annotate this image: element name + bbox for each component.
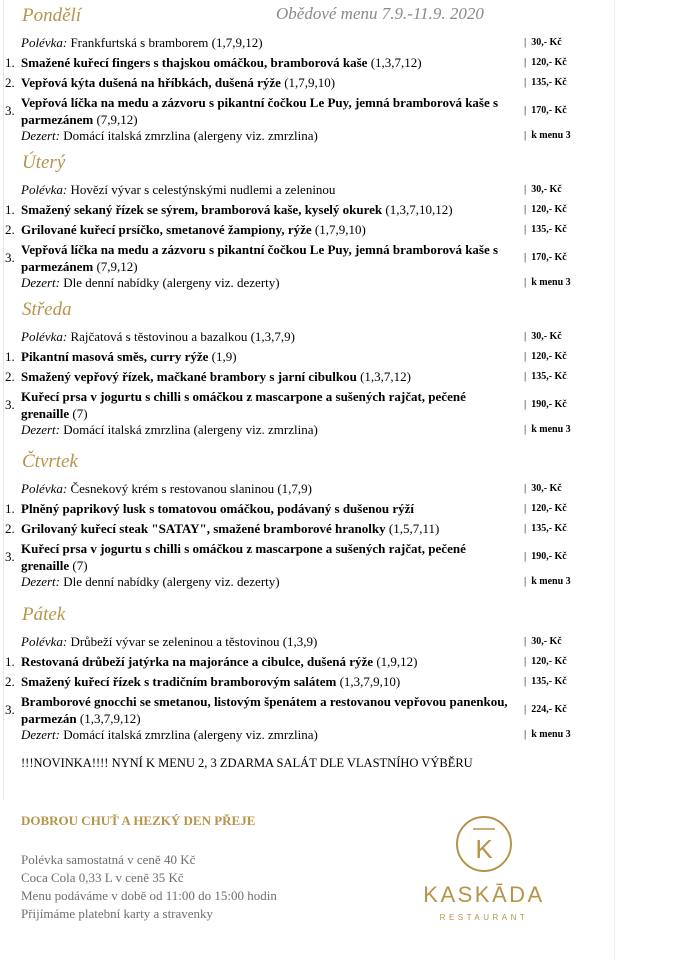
- item-description: [21, 181, 511, 198]
- allergens: (1,5,7,11): [388, 521, 440, 536]
- item-description: [21, 573, 511, 590]
- item-price: [524, 396, 604, 413]
- item-price: [524, 520, 604, 537]
- price-separator: |: [524, 104, 527, 116]
- item-number: 1.: [5, 349, 15, 364]
- price-value: 135,- Kč: [531, 77, 567, 88]
- price-separator: |: [524, 635, 527, 647]
- item-number: 1.: [5, 501, 15, 516]
- price-value: 30,- Kč: [531, 37, 562, 48]
- item-description: [21, 54, 511, 71]
- item-description: [21, 34, 511, 51]
- allergens: (1,7,9): [277, 481, 313, 496]
- item-price: [524, 249, 604, 266]
- item-description: [21, 368, 511, 385]
- day-title: Úterý: [22, 152, 66, 173]
- dish-name: Smažený sekaný řízek se sýrem, bramborová kaše, kyselý okurek: [21, 202, 383, 217]
- dish-name: Grilované kuřecí prsíčko, smetanové žampiony, rýže: [21, 222, 312, 237]
- item-description: [21, 127, 511, 144]
- item-price: [524, 500, 604, 517]
- item-label: Dezert:: [21, 727, 60, 742]
- dish-name: Česnekový krém s restovanou slaninou: [70, 481, 275, 496]
- item-price: [524, 201, 604, 218]
- day-title: Pátek: [22, 604, 66, 625]
- item-description: [21, 726, 511, 743]
- dish-name: Hovězí vývar s celestýnskými nudlemi a zeleninou: [70, 182, 336, 197]
- info-line: Polévka samostatná v ceně 40 Kč: [21, 852, 196, 867]
- price-value: k menu 3: [531, 576, 571, 587]
- dish-name: Vepřová kýta dušená na hříbkách, dušená rýže: [21, 75, 281, 90]
- item-number: 1.: [5, 654, 15, 669]
- price-separator: |: [524, 423, 527, 435]
- day-title: Pondělí: [22, 5, 82, 26]
- item-price: [524, 348, 604, 365]
- item-description: [21, 388, 511, 422]
- price-value: 135,- Kč: [531, 523, 567, 534]
- item-price: [524, 701, 604, 718]
- item-price: [524, 421, 604, 438]
- item-number: 1.: [5, 202, 15, 217]
- item-description: [21, 348, 511, 365]
- price-value: 30,- Kč: [531, 331, 562, 342]
- info-line: Coca Cola 0,33 L v ceně 35 Kč: [21, 870, 184, 885]
- dish-name: Frankfurtská s bramborem: [70, 35, 209, 50]
- price-value: k menu 3: [531, 277, 571, 288]
- dish-name: Restovaná drůbeží jatýrka na majoránce a cibulce, dušená rýže: [21, 654, 374, 669]
- item-description: [21, 328, 511, 345]
- price-value: 190,- Kč: [531, 399, 567, 410]
- dish-name: Plněný paprikový lusk s tomatovou omáčkou, podávaný s dušenou rýží: [21, 501, 414, 516]
- item-price: [524, 74, 604, 91]
- logo-emblem-icon: [410, 810, 558, 880]
- allergens: (1,3,7,12): [360, 369, 411, 384]
- price-separator: |: [524, 370, 527, 382]
- item-label: Polévka:: [21, 481, 68, 496]
- allergens: (1,9): [211, 349, 237, 364]
- item-description: [21, 201, 511, 218]
- price-separator: |: [524, 675, 527, 687]
- item-description: [21, 540, 511, 574]
- day-title: Čtvrtek: [22, 451, 78, 472]
- item-number: 3.: [5, 397, 15, 412]
- price-separator: |: [524, 502, 527, 514]
- item-description: [21, 241, 511, 275]
- allergens: (1,7,9,12): [211, 35, 263, 50]
- item-price: [524, 102, 604, 119]
- item-description: [21, 500, 511, 517]
- item-number: 3.: [5, 549, 15, 564]
- price-separator: |: [524, 36, 527, 48]
- dish-name: Kuřecí prsa v jogurtu s chilli s omáčkou z mascarpone a sušených rajčat, pečené grenaille: [21, 541, 466, 573]
- item-price: [524, 573, 604, 590]
- allergens: (1,3,7,9,12): [79, 711, 141, 726]
- dish-name: Pikantní masová směs, curry rýže: [21, 349, 209, 364]
- item-description: [21, 673, 511, 690]
- allergens: (1,3,7,9): [250, 329, 296, 344]
- dish-name: Dle denní nabídky (alergeny viz. dezerty): [63, 275, 280, 290]
- dish-name: Domácí italská zmrzlina (alergeny viz. zmrzlina): [63, 727, 318, 742]
- item-description: [21, 633, 511, 650]
- dish-name: Rajčatová s těstovinou a bazalkou: [70, 329, 248, 344]
- price-separator: |: [524, 129, 527, 141]
- item-number: 3.: [5, 250, 15, 265]
- logo-name: KASKĀDA: [423, 882, 545, 907]
- logo-letter: K: [475, 834, 493, 864]
- item-number: 1.: [5, 55, 15, 70]
- price-value: k menu 3: [531, 130, 571, 141]
- price-separator: |: [524, 703, 527, 715]
- price-value: k menu 3: [531, 729, 571, 740]
- price-separator: |: [524, 522, 527, 534]
- info-line: Menu podáváme v době od 11:00 do 15:00 hodin: [21, 888, 277, 903]
- price-separator: |: [524, 203, 527, 215]
- price-value: 170,- Kč: [531, 105, 567, 116]
- item-number: 2.: [5, 521, 15, 536]
- item-description: [21, 74, 511, 91]
- allergens: (1,9,12): [376, 654, 418, 669]
- allergens: (7): [72, 406, 88, 421]
- dish-name: Smažený vepřový řízek, mačkané brambory s jarní cibulkou: [21, 369, 357, 384]
- price-value: 120,- Kč: [531, 204, 567, 215]
- item-price: [524, 54, 604, 71]
- day-title: Středa: [22, 299, 72, 320]
- price-value: 30,- Kč: [531, 636, 562, 647]
- item-label: Dezert:: [21, 275, 60, 290]
- item-description: [21, 480, 511, 497]
- item-price: [524, 328, 604, 345]
- price-value: 190,- Kč: [531, 551, 567, 562]
- price-value: 30,- Kč: [531, 184, 562, 195]
- price-separator: |: [524, 550, 527, 562]
- price-value: k menu 3: [531, 424, 571, 435]
- item-price: [524, 653, 604, 670]
- item-description: [21, 421, 511, 438]
- info-line: Přijímáme platební karty a stravenky: [21, 906, 214, 921]
- price-separator: |: [524, 251, 527, 263]
- item-description: [21, 693, 511, 727]
- price-value: 120,- Kč: [531, 656, 567, 667]
- dish-name: Kuřecí prsa v jogurtu s chilli s omáčkou z mascarpone a sušených rajčat, pečené grenaille: [21, 389, 466, 421]
- price-separator: |: [524, 728, 527, 740]
- price-value: 170,- Kč: [531, 252, 567, 263]
- price-separator: |: [524, 56, 527, 68]
- item-price: [524, 480, 604, 497]
- item-label: Polévka:: [21, 634, 68, 649]
- item-price: [524, 633, 604, 650]
- item-price: [524, 548, 604, 565]
- price-value: 224,- Kč: [531, 704, 567, 715]
- item-label: Dezert:: [21, 574, 60, 589]
- right-border-line: [614, 0, 615, 960]
- dish-name: Vepřová líčka na medu a zázvoru s pikantní čočkou Le Puy, jemná bramborová kaše s parmezánem: [21, 95, 499, 127]
- allergens: (1,3,7,12): [370, 55, 422, 70]
- dish-name: Domácí italská zmrzlina (alergeny viz. zmrzlina): [63, 128, 318, 143]
- dish-name: Dle denní nabídky (alergeny viz. dezerty): [63, 574, 280, 589]
- price-value: 135,- Kč: [531, 224, 567, 235]
- price-separator: |: [524, 350, 527, 362]
- price-value: 135,- Kč: [531, 371, 567, 382]
- allergens: (1,3,9): [282, 634, 318, 649]
- dish-name: Domácí italská zmrzlina (alergeny viz. zmrzlina): [63, 422, 318, 437]
- price-value: 135,- Kč: [531, 676, 567, 687]
- dish-name: Bramborové gnocchi se smetanou, listovým špenátem a restovanou vepřovou panenkou, parmezán: [21, 694, 508, 726]
- dish-name: Smažené kuřecí fingers s thajskou omáčkou, bramborová kaše: [21, 55, 368, 70]
- item-label: Polévka:: [21, 182, 68, 197]
- allergens: (7): [72, 558, 88, 573]
- price-value: 120,- Kč: [531, 57, 567, 68]
- allergens: (1,3,7,10,12): [385, 202, 453, 217]
- novinka-notice: !!!NOVINKA!!!! NYNÍ K MENU 2, 3 ZDARMA SALÁT DLE VLASTNÍHO VÝBĚRU: [21, 756, 473, 770]
- item-number: 2.: [5, 222, 15, 237]
- allergens: (1,7,9,10): [314, 222, 366, 237]
- logo-subtitle: RESTAURANT: [439, 913, 529, 922]
- item-number: 2.: [5, 674, 15, 689]
- item-label: Polévka:: [21, 329, 68, 344]
- price-separator: |: [524, 183, 527, 195]
- price-separator: |: [524, 276, 527, 288]
- item-price: [524, 368, 604, 385]
- item-price: [524, 34, 604, 51]
- price-value: 120,- Kč: [531, 503, 567, 514]
- item-price: [524, 726, 604, 743]
- price-value: 120,- Kč: [531, 351, 567, 362]
- dish-name: Vepřová líčka na medu a zázvoru s pikantní čočkou Le Puy, jemná bramborová kaše s parmezánem: [21, 242, 499, 274]
- dish-name: Drůbeží vývar se zeleninou a těstovinou: [70, 634, 280, 649]
- item-price: [524, 274, 604, 291]
- item-description: [21, 221, 511, 238]
- allergens: (7,9,12): [96, 112, 138, 127]
- allergens: (1,7,9,10): [284, 75, 336, 90]
- price-separator: |: [524, 223, 527, 235]
- menu-date-title: Obědové menu 7.9.-11.9. 2020: [276, 4, 484, 23]
- dish-name: Smažený kuřecí řízek s tradičním bramborovým salátem: [21, 674, 337, 689]
- kaskada-logo: [410, 810, 558, 935]
- price-separator: |: [524, 482, 527, 494]
- item-description: [21, 653, 511, 670]
- item-price: [524, 221, 604, 238]
- item-description: [21, 274, 511, 291]
- item-number: 2.: [5, 75, 15, 90]
- item-price: [524, 127, 604, 144]
- price-separator: |: [524, 398, 527, 410]
- price-value: 30,- Kč: [531, 483, 562, 494]
- left-border-line: [3, 0, 4, 800]
- price-separator: |: [524, 330, 527, 342]
- price-separator: |: [524, 575, 527, 587]
- item-number: 2.: [5, 369, 15, 384]
- price-separator: |: [524, 76, 527, 88]
- item-price: [524, 181, 604, 198]
- item-description: [21, 520, 511, 537]
- item-label: Polévka:: [21, 35, 68, 50]
- price-separator: |: [524, 655, 527, 667]
- allergens: (1,3,7,9,10): [339, 674, 401, 689]
- wish-heading: DOBROU CHUŤ A HEZKÝ DEN PŘEJE: [21, 813, 256, 828]
- dish-name: Grilovaný kuřecí steak "SATAY", smažené bramborové hranolky: [21, 521, 386, 536]
- item-description: [21, 94, 511, 128]
- item-number: 3.: [5, 702, 15, 717]
- allergens: (7,9,12): [96, 259, 138, 274]
- item-label: Dezert:: [21, 128, 60, 143]
- item-label: Dezert:: [21, 422, 60, 437]
- item-number: 3.: [5, 103, 15, 118]
- item-price: [524, 673, 604, 690]
